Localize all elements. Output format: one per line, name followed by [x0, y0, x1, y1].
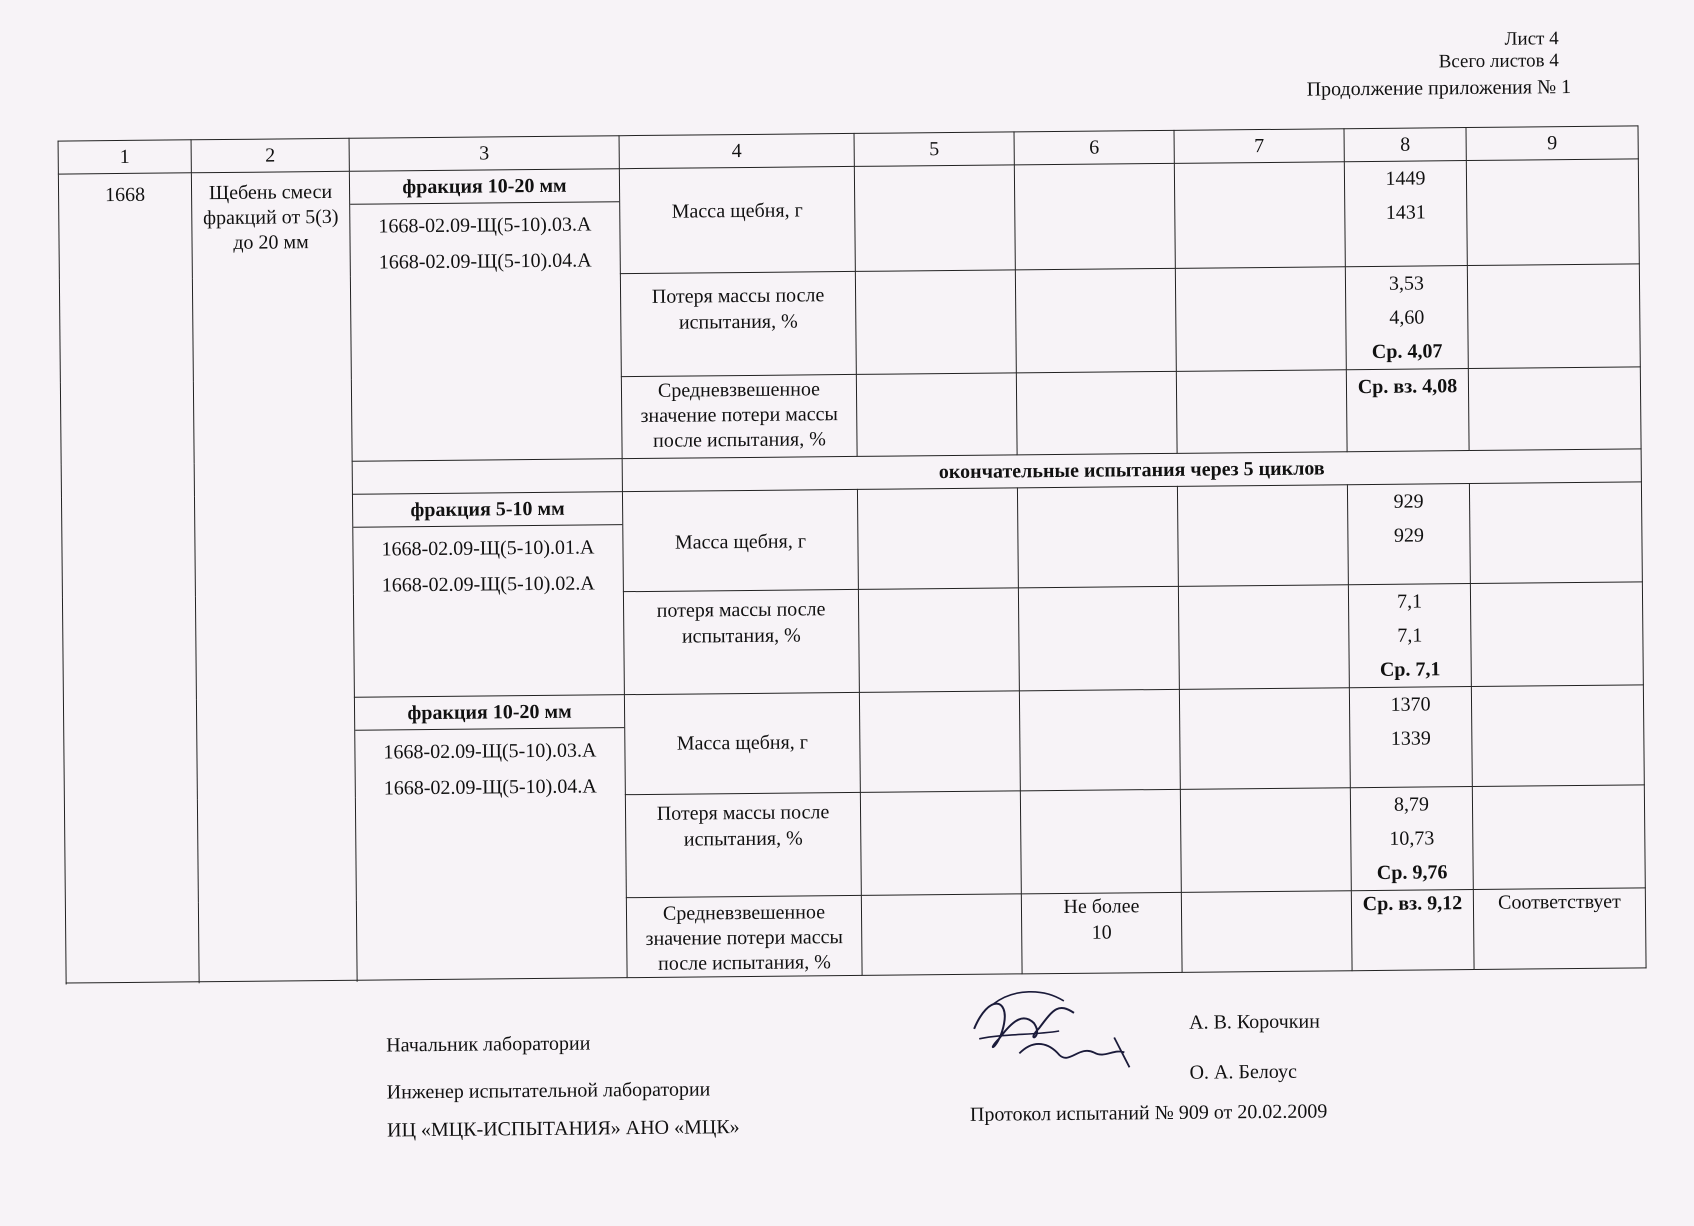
- block1-fraction: фракция 10-20 мм: [350, 169, 619, 205]
- block1-mass-label: Масса щебня, г: [619, 166, 855, 273]
- signature-image: [964, 982, 1165, 1084]
- empty-cell: [1015, 268, 1176, 373]
- loss-value: 10,73: [1389, 827, 1435, 850]
- col-header: 9: [1466, 126, 1638, 161]
- empty-cell: [1016, 371, 1177, 455]
- empty-cell: [861, 894, 1022, 976]
- sheet-number: Лист 4: [1504, 28, 1559, 50]
- empty-cell: [1179, 688, 1350, 790]
- loss-average: Ср. 4,07: [1371, 340, 1443, 363]
- col-header: 7: [1174, 129, 1344, 164]
- block3-wavg-value: Ср. вз. 9,12: [1351, 890, 1474, 971]
- head-name: А. В. Корочкин: [1188, 1010, 1320, 1034]
- empty-cell: [1181, 891, 1352, 973]
- empty-cell: [1466, 159, 1639, 266]
- empty-cell: [1175, 267, 1346, 372]
- loss-average: Ср. 7,1: [1379, 658, 1441, 681]
- col-header: 1: [58, 140, 191, 174]
- empty-cell: [858, 588, 1019, 693]
- sample-code: 1668-02.09-Щ(5-10).02.А: [381, 572, 595, 597]
- table-row: [58, 159, 1639, 279]
- empty-cell: [352, 459, 622, 495]
- empty-cell: [1018, 586, 1179, 691]
- block1-wavg-value: Ср. вз. 4,08: [1346, 369, 1469, 452]
- mass-value: 1370: [1390, 693, 1431, 716]
- block3-mass-values: [1349, 687, 1472, 788]
- loss-value: 4,60: [1389, 306, 1425, 329]
- engineer-title: Инженер испытательной лаборатории: [386, 1078, 711, 1104]
- empty-cell: [1470, 582, 1643, 687]
- empty-cell: [1019, 689, 1180, 791]
- col-header: 4: [619, 133, 854, 168]
- total-sheets: Всего листов 4: [1438, 50, 1559, 73]
- mass-value: 929: [1393, 524, 1425, 547]
- block1-mass-values: [1344, 161, 1467, 267]
- protocol-reference: Протокол испытаний № 909 от 20.02.2009: [969, 1100, 1328, 1126]
- block2-fraction: фракция 5-10 мм: [353, 492, 622, 528]
- norm-value: Не более 10: [1021, 892, 1182, 974]
- block2-mass-values: [1347, 484, 1470, 585]
- empty-cell: [855, 270, 1016, 375]
- col-header: 3: [349, 136, 619, 172]
- sample-code: 1668-02.09-Щ(5-10).04.А: [383, 775, 597, 800]
- empty-cell: [854, 165, 1015, 272]
- col-header: 2: [191, 138, 349, 173]
- empty-cell: [1178, 585, 1349, 690]
- block1-loss-label: Потеря массы после испытания, %: [620, 271, 856, 376]
- empty-cell: [1177, 485, 1348, 587]
- loss-value: 8,79: [1393, 793, 1430, 816]
- mass-value: 1339: [1390, 727, 1431, 750]
- empty-cell: [1014, 163, 1175, 270]
- block3-codes: [355, 728, 625, 807]
- empty-cell: [1468, 367, 1641, 451]
- block2-codes: [353, 525, 623, 604]
- block2-loss-label: потеря массы после испытания, %: [623, 589, 859, 694]
- appendix-continuation: Продолжение приложения № 1: [1306, 76, 1572, 101]
- loss-value: 7,1: [1397, 624, 1423, 647]
- col-header: 6: [1014, 130, 1174, 165]
- block1-samples: [349, 169, 622, 462]
- empty-cell: [860, 791, 1021, 896]
- block1-loss-values: [1345, 266, 1468, 370]
- empty-cell: [859, 691, 1020, 793]
- block3-wavg-label: Средневзвешенное значение потери массы после испытания, %: [626, 895, 862, 977]
- empty-cell: [1017, 486, 1178, 588]
- final-tests-title: окончательные испытания через 5 циклов: [622, 449, 1641, 492]
- empty-cell: [1180, 788, 1351, 893]
- material-name: Щебень смеси фракций от 5(3) до 20 мм: [191, 171, 357, 981]
- head-title: Начальник лаборатории: [386, 1032, 591, 1057]
- sample-id: 1668: [58, 173, 199, 983]
- empty-cell: [856, 373, 1017, 457]
- sample-code: 1668-02.09-Щ(5-10).03.А: [378, 213, 592, 238]
- engineer-name: О. А. Белоус: [1189, 1060, 1297, 1084]
- block1-wavg-label: Средневзвешенное значение потери массы после испытания, %: [621, 374, 857, 458]
- empty-cell: [1472, 785, 1645, 890]
- block2-samples: [352, 492, 624, 698]
- empty-cell: [857, 488, 1018, 590]
- conclusion: Соответствует: [1473, 888, 1646, 970]
- col-header: 8: [1344, 128, 1466, 162]
- block3-loss-label: Потеря массы после испытания, %: [625, 792, 861, 897]
- sample-code: 1668-02.09-Щ(5-10).04.А: [378, 249, 592, 274]
- empty-cell: [1467, 264, 1640, 369]
- empty-cell: [1020, 789, 1181, 894]
- block3-fraction: фракция 10-20 мм: [355, 695, 624, 731]
- block2-mass-label: Масса щебня, г: [622, 489, 858, 591]
- sample-code: 1668-02.09-Щ(5-10).01.А: [381, 536, 595, 561]
- block3-samples: [354, 695, 627, 981]
- block2-loss-values: [1348, 584, 1471, 688]
- block3-mass-label: Масса щебня, г: [624, 692, 860, 794]
- mass-value: 1431: [1385, 201, 1426, 224]
- block1-codes: [350, 202, 620, 281]
- mass-value: 1449: [1385, 167, 1426, 190]
- sample-code: 1668-02.09-Щ(5-10).03.А: [383, 739, 597, 764]
- organization: ИЦ «МЦК-ИСПЫТАНИЯ» АНО «МЦК»: [386, 1116, 740, 1142]
- loss-value: 7,1: [1396, 590, 1423, 613]
- mass-value: 929: [1393, 490, 1424, 513]
- col-header: 5: [854, 132, 1014, 167]
- empty-cell: [1174, 162, 1345, 269]
- loss-average: Ср. 9,76: [1376, 861, 1448, 884]
- block3-loss-values: [1350, 787, 1473, 891]
- empty-cell: [1176, 370, 1347, 454]
- results-table: [58, 125, 1647, 983]
- empty-cell: [1469, 482, 1642, 584]
- loss-value: 3,53: [1388, 272, 1425, 295]
- empty-cell: [1471, 685, 1644, 787]
